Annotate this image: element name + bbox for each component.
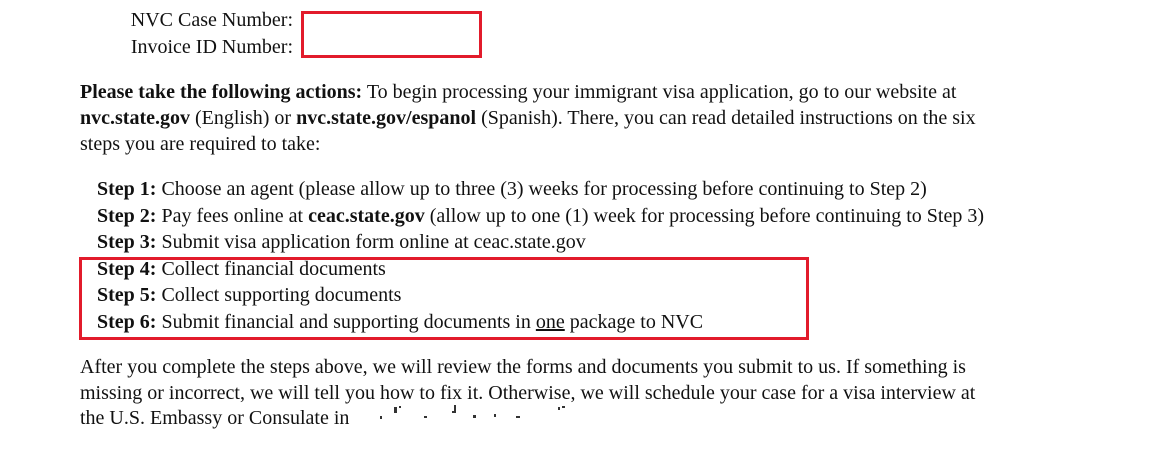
step-label: Step 4: [97, 258, 157, 280]
intro-text-1: To begin processing your immigrant visa application, go to our website at [362, 81, 957, 103]
nvc-site-spanish-link[interactable]: nvc.state.gov/espanol [296, 107, 477, 129]
step-underlined-word: one [535, 311, 565, 333]
step-text: package to NVC [564, 311, 704, 333]
invoice-id-number-label: Invoice ID Number: [130, 36, 293, 58]
step-2 [97, 203, 984, 229]
step-3 [97, 229, 586, 255]
closing-line-2: missing or incorrect, we will tell you how to fix it. Otherwise, we will schedule your case for a visa interview at [80, 382, 976, 404]
redacted-case-info-box [301, 11, 482, 58]
step-label: Step 2: [97, 205, 157, 227]
closing-line-3: the U.S. Embassy or Consulate in [80, 407, 350, 429]
step-text: Choose an agent (please allow up to three (3) weeks for processing before continuing to Step 2) [156, 178, 927, 200]
intro-line-1 [80, 79, 956, 105]
step-text: Submit visa application form online at ceac.state.gov [156, 231, 586, 253]
intro-line-2 [80, 105, 976, 131]
intro-line-3: steps you are required to take: [80, 133, 321, 155]
step-text: (allow up to one (1) week for processing before continuing to Step 3) [424, 205, 984, 227]
step-label: Step 3: [97, 231, 157, 253]
nvc-site-english-link[interactable]: nvc.state.gov [80, 107, 190, 129]
closing-line-1: After you complete the steps above, we will review the forms and documents you submit to us. If something is [80, 356, 966, 378]
step-label: Step 5: [97, 284, 157, 306]
step-label: Step 1: [97, 178, 157, 200]
redacted-location-marks [376, 404, 576, 422]
step-text: Pay fees online at [156, 205, 309, 227]
step-label: Step 6: [97, 311, 157, 333]
step-text: Collect supporting documents [156, 284, 402, 306]
ceac-site-link[interactable]: ceac.state.gov [308, 205, 425, 227]
intro-lead-bold: Please take the following actions: [80, 81, 363, 103]
step-1 [97, 176, 927, 202]
nvc-case-number-label: NVC Case Number: [130, 9, 293, 31]
step-text: Submit financial and supporting documents in [156, 311, 536, 333]
step-text: Collect financial documents [156, 258, 386, 280]
intro-text-2: (English) or [189, 107, 297, 129]
intro-text-3: (Spanish). There, you can read detailed instructions on the six [476, 107, 976, 129]
highlighted-steps-box [79, 257, 809, 340]
